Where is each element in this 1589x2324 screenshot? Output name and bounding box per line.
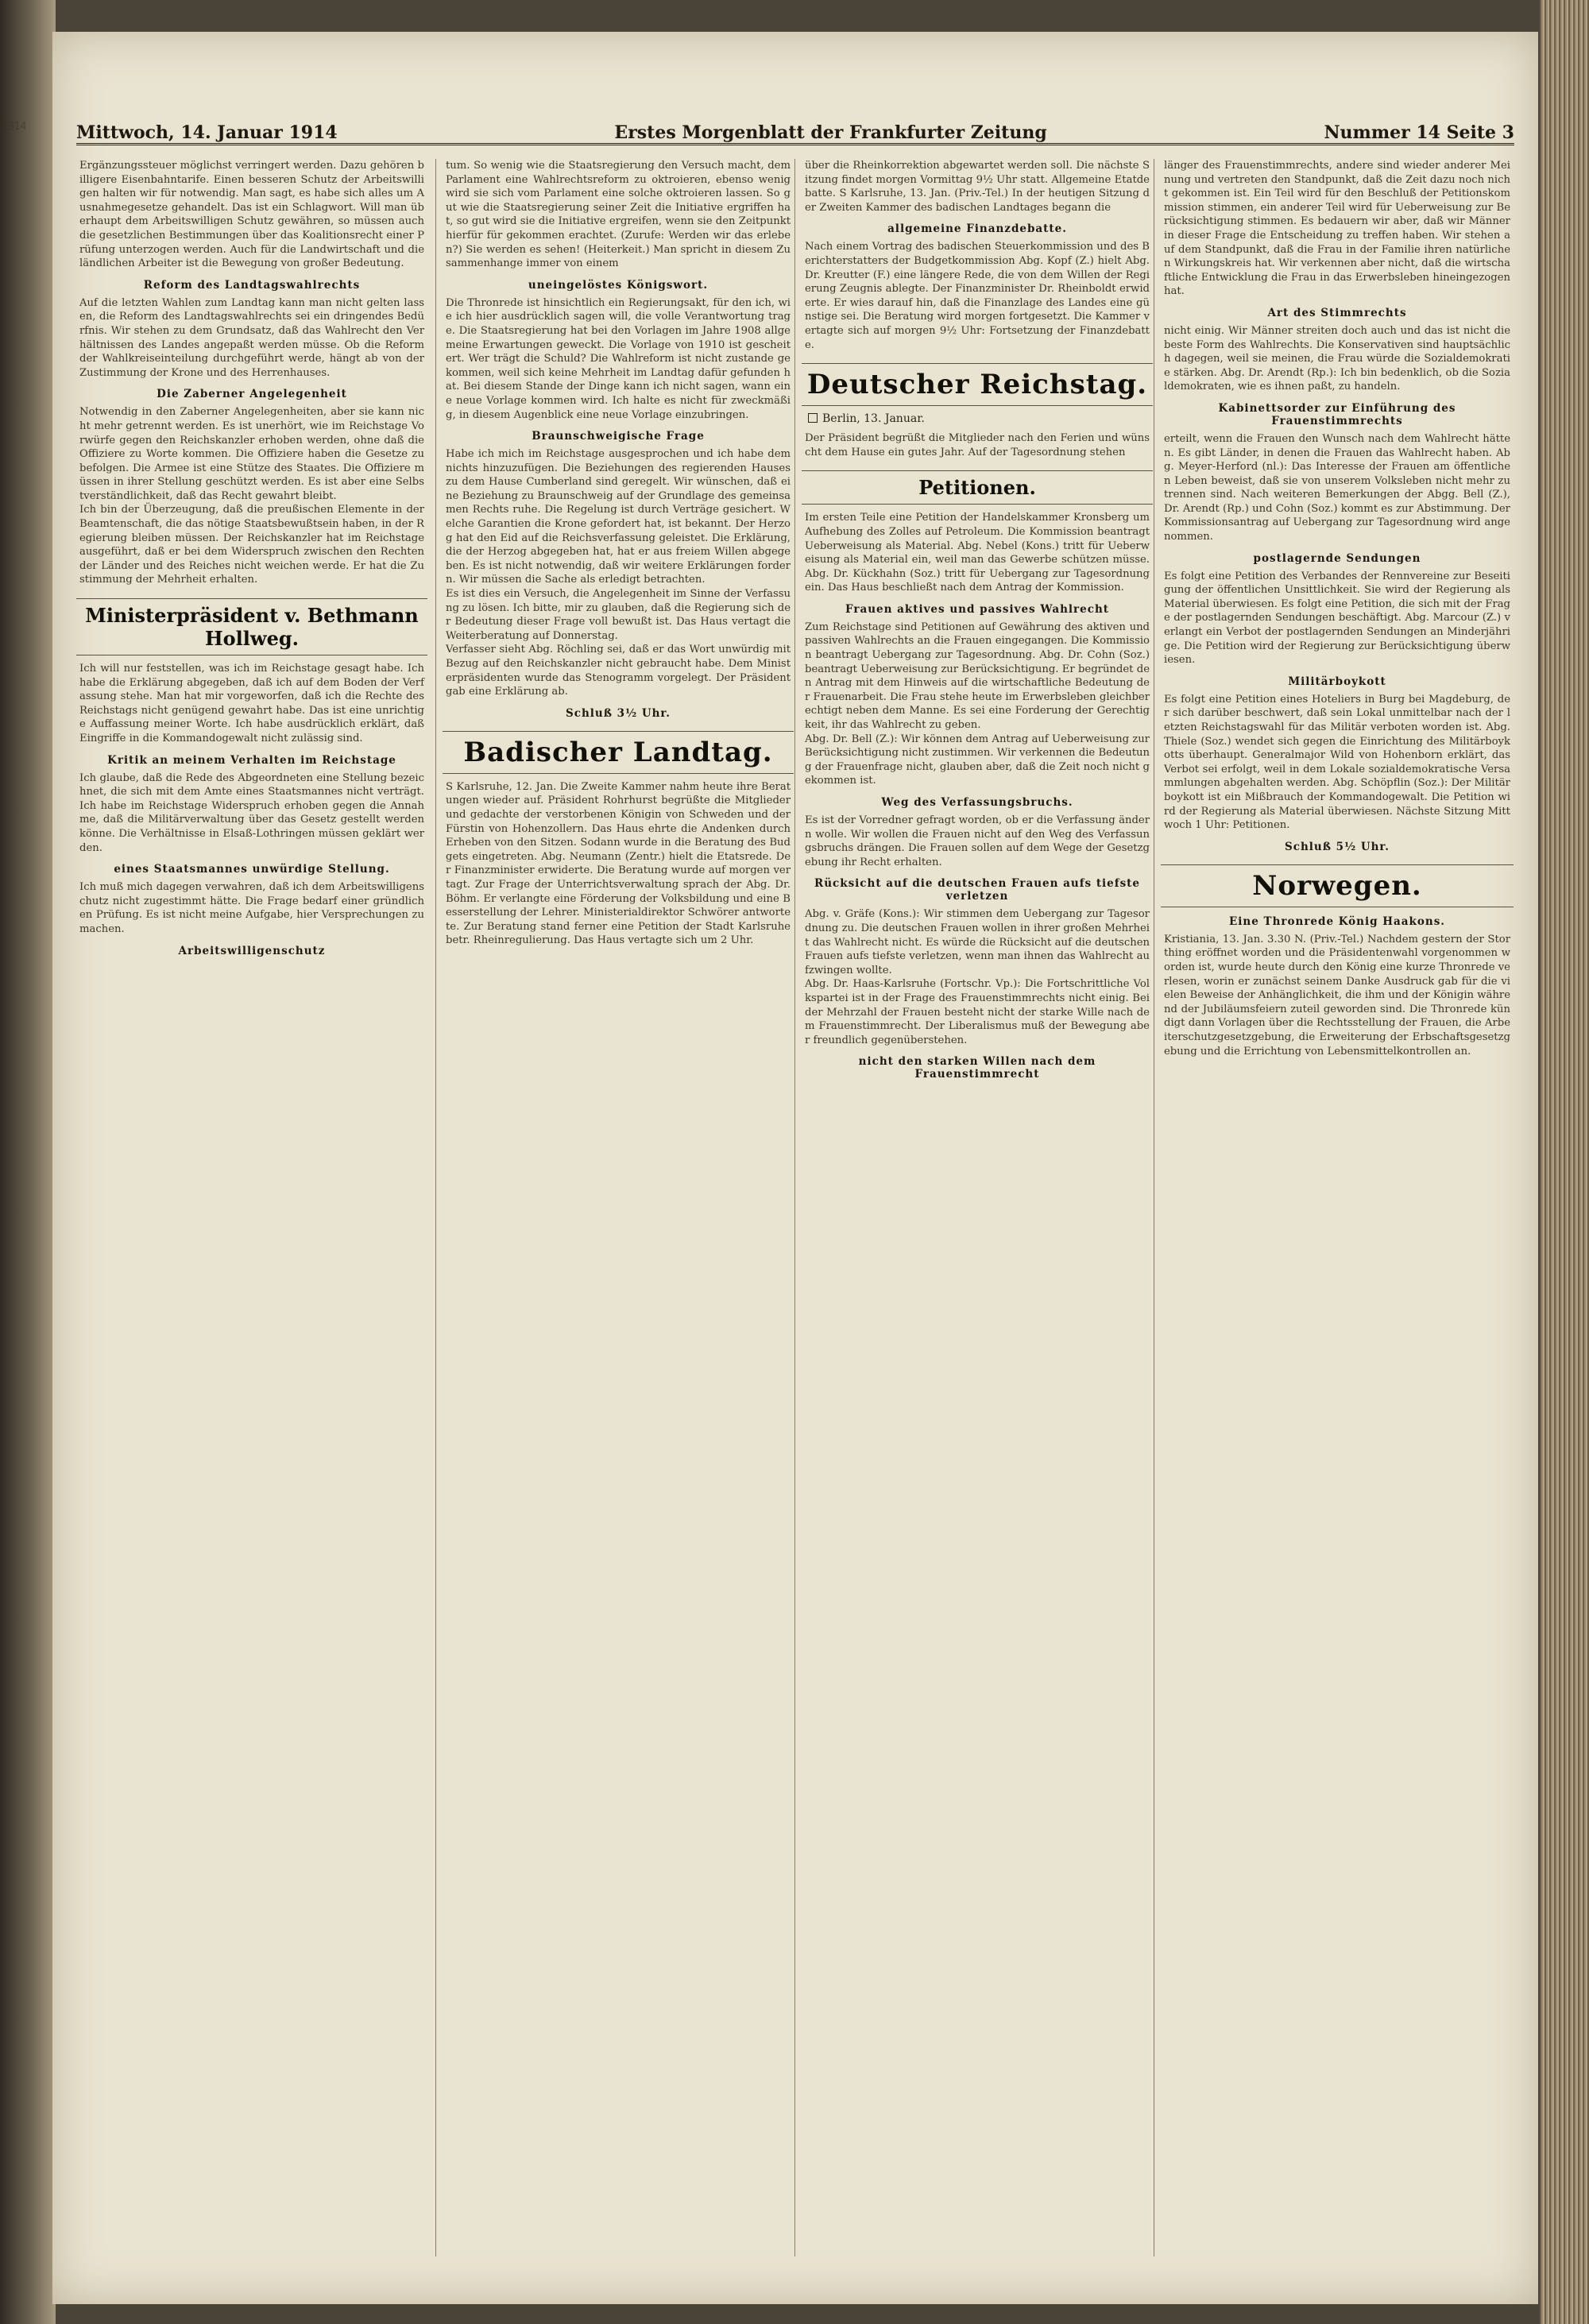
article-paragraph: Ergänzungssteuer möglichst verringert werden. Dazu gehören billigere Eisenbahntarife. Einen besseren Schutz der Arbeitswilligen halten wir für notwendig. Man sagt, es habe sich alles um Ausnahmegesetze gehandelt. Das ist ein Schlagwort. Will man überhaupt dem Arbeitswilligen Schutz gewähren, so müssen auch die gesetzlichen Bestimmungen über das Koalitionsrecht einer Prüfung unterzogen werden. Auch für die Landwirtschaft und die ländlichen Arbeiter ist die Bewegung von großer Bedeutung.: [79, 160, 424, 270]
subheading: Art des Stimmrechts: [1267, 306, 1407, 319]
masthead-date: Mittwoch, 14. Januar 1914: [76, 122, 338, 143]
dateline-text: Berlin, 13. Januar.: [822, 412, 925, 426]
article-paragraph: S Karlsruhe, 12. Jan. Die Zweite Kammer nahm heute ihre Beratungen wieder auf. Präsident Rohrhurst begrüßte die Mitglieder und gedachte der verstorbenen Königin von Schweden und der Fürstin von Hohenzollern. Das Haus ehrte die Andenken durch Erheben von den Sitzen. Sodann wurde in die Beratung des Budgets eingetreten. Abg. Neumann (Zentr.) hielt die Etatsrede. Der Finanzminister erwiderte. Die Beratung wurde auf morgen vertagt. Zur Frage der Unterrichtsverwaltung sprach der Abg. Dr. Böhm. Er verlangte eine Förderung der Volksbildung und eine Besserstellung der Lehrer. Ministerialdirektor Schwörer antwortete. Zur Beratung stand ferner eine Petition der Stadt Karlsruhe betr. Rheinregulierung. Das Haus vertagte sich um 2 Uhr.: [446, 780, 791, 947]
column-4: [1154, 159, 1514, 2256]
article-paragraph: Abg. Dr. Bell (Z.): Wir können dem Antrag auf Ueberweisung zur Berücksichtigung nicht zustimmen. Wir verkennen die Bedeutung der Frauenfrage nicht, glauben aber, daß die Zeit noch nicht gekommen ist.: [805, 733, 1150, 787]
closing-line: Schluß 5½ Uhr.: [1284, 840, 1390, 853]
article-paragraph: Verfasser sieht Abg. Röchling sei, daß er das Wort unwürdig mit Bezug auf den Reichskanzler nicht gebraucht habe. Dem Ministerpräsidenten wurde das Stenogramm vorgelegt. Der Präsident gab eine Erklärung ab.: [446, 644, 791, 698]
article-paragraph: Es folgt eine Petition eines Hoteliers in Burg bei Magdeburg, der sich darüber beschwert, daß sein Lokal unmittelbar nach der letzten Reichstagswahl für das Militär verboten worden ist. Abg. Thiele (Soz.) wendet sich gegen die Einrichtung des Militärboykotts überhaupt. Generalmajor Wild von Hohenborn erklärt, das Verbot sei erfolgt, weil in dem Lokale sozialdemokratische Versammlungen abgehalten werden. Abg. Schöpflin (Soz.): Der Militärboykott ist ein Mißbrauch der Kommandogewalt. Die Petition wird der Regierung als Material überwiesen. Nächste Sitzung Mittwoch 1 Uhr: Petitionen.: [1164, 693, 1510, 832]
subheading: Frauen aktives und passives Wahlrecht: [845, 602, 1109, 616]
article-paragraph: Der Präsident begrüßt die Mitglieder nach den Ferien und wünscht dem Hause ein gutes Jahr. Auf der Tagesordnung stehen: [805, 432, 1150, 458]
article-headline: Deutscher Reichstag.: [802, 363, 1153, 406]
subheading: allgemeine Finanzdebatte.: [887, 222, 1067, 236]
masthead-title: Erstes Morgenblatt der Frankfurter Zeitung: [614, 122, 1047, 143]
subheading: uneingelöstes Königswort.: [528, 278, 709, 292]
subheading: Eine Thronrede König Haakons.: [1229, 915, 1445, 928]
subheading: Braunschweigische Frage: [532, 430, 705, 443]
dateline-box-icon: [808, 413, 818, 423]
subheading: eines Staatsmannes unwürdige Stellung.: [114, 863, 390, 876]
subheading: Die Zaberner Angelegenheit: [157, 388, 347, 401]
article-paragraph: Im ersten Teile eine Petition der Handelskammer Kronsberg um Aufhebung des Zolles auf Petroleum. Die Kommission beantragt Ueberweisung als Material. Abg. Nebel (Kons.) tritt für Ueberweisung als Material ein, weil man das Gewerbe schützen müsse. Abg. Dr. Kückhahn (Soz.) tritt für Uebergang zur Tagesordnung ein. Das Haus beschließt nach dem Antrag der Kommission.: [805, 512, 1150, 594]
subheading: Kabinettsorder zur Einführung des Frauenstimmrechts: [1218, 401, 1456, 427]
article-paragraph: Notwendig in den Zaberner Angelegenheiten, aber sie kann nicht mehr getrennt werden. Es ist unerhört, wie im Reichstage Vorwürfe gegen den Reichskanzler erhoben werden, ohne daß die Offiziere zu Worte kommen. Die Offiziere haben die Gesetze zu befolgen. Die Armee ist eine Stütze des Staates. Die Offiziere müssen in ihrer Stellung geschützt werden. Es ist aber eine Selbstverständlichkeit, daß das Recht gewahrt bleibt.: [79, 406, 424, 502]
article-paragraph: Abg. Dr. Haas-Karlsruhe (Fortschr. Vp.): Die Fortschrittliche Volkspartei ist in der Frage des Frauenstimmrechts nicht einig. Bei der Mehrzahl der Frauen besteht nicht der starke Wille nach dem Frauenstimmrecht. Der Liberalismus muß der Bewegung aber freundlich gegenüberstehen.: [805, 978, 1150, 1046]
article-paragraph: nicht einig. Wir Männer streiten doch auch und das ist nicht die beste Form des Wahlrechts. Die Konservativen sind hauptsächlich dagegen, weil sie meinen, die Frau würde die Sozialdemokratie stärken. Abg. Dr. Arendt (Rp.): Ich bin bedenklich, ob die Sozialdemokraten, wie es ihnen paßt, zu handeln.: [1164, 324, 1510, 393]
article-paragraph: Es folgt eine Petition des Verbandes der Rennvereine zur Beseitigung der öffentlichen Unsittlichkeit. Sie wird der Regierung als Material überwiesen. Es folgt eine Petition, die sich mit der Frage der postlagernden Sendungen beschäftigt. Abg. Marcour (Z.) verlangt ein Verbot der postlagernden Sendungen an Minderjährige. Die Petition wird der Regierung zur Berücksichtigung überwiesen.: [1164, 570, 1510, 667]
article-headline: Ministerpräsident v. Bethmann Hollweg.: [76, 598, 427, 655]
article-paragraph: Es ist dies ein Versuch, die Angelegenheit im Sinne der Verfassung zu lösen. Ich bitte, mir zu glauben, daß die Regierung sich der Bedeutung dieser Frage voll bewußt ist. Das Haus vertagt die Weiterberatung auf Donnerstag.: [446, 588, 791, 642]
newspaper-page: [52, 32, 1538, 2304]
subheading: Weg des Verfassungsbruchs.: [881, 796, 1073, 809]
masthead-page-number: Nummer 14 Seite 3: [1324, 122, 1514, 143]
subheading: nicht den starken Willen nach dem Frauenstimmrecht: [858, 1055, 1096, 1081]
article-paragraph: tum. So wenig wie die Staatsregierung den Versuch macht, dem Parlament eine Wahlrechtsreform zu oktroieren, ebenso wenig wird sie sich vom Parlament eine solche oktroieren lassen. So gut wie die Staatsregierung seiner Zeit die Initiative ergriffen hat, so gut wird sie die Initiative ergreifen, wenn sie den Zeitpunkt hierfür für gekommen erachtet. (Zurufe: Werden wir das erleben?) Sie werden es sehen! (Heiterkeit.) Man spricht in diesem Zusammenhange immer von einem: [446, 160, 791, 270]
subheading: Rücksicht auf die deutschen Frauen aufs tiefste verletzen: [814, 877, 1141, 903]
article-paragraph: Die Thronrede ist hinsichtlich ein Regierungsakt, für den ich, wie ich hier ausdrücklich sagen will, die volle Verantwortung trage. Die Staatsregierung hat bei den Vorlagen im Jahre 1908 allgemeine Erwartungen geweckt. Die Vorlage von 1910 ist gescheitert. Wer trägt die Schuld? Die Wahlreform ist nicht zustande gekommen, weil sich keine Mehrheit im Landtag dafür gefunden hat. Bei diesem Stande der Dinge kann ich nicht sagen, wann eine neue Vorlage kommen wird. Ich halte es nicht für zweckmäßig, in diesem Augenblick eine neue Vorlage einzubringen.: [446, 296, 791, 421]
masthead: [76, 113, 1514, 145]
article-paragraph: länger des Frauenstimmrechts, andere sind wieder anderer Meinung und vertreten den Standpunkt, daß die Zeit dazu noch nicht gekommen ist. Ein Teil wird für den Beschluß der Petitionskommission stimmen, ein anderer Teil wird für Ueberweisung zur Berücksichtigung stimmen. Es bedauern wir aber, daß wir Männer in dieser Frage die Entscheidung zu treffen haben. Wir stehen auf dem Standpunkt, daß die Frau in der Familie ihren natürlichen Wirkungskreis hat. Wir verkennen aber nicht, daß die wirtschaftliche Entwicklung die Frau in das Erwerbsleben hineingezogen hat.: [1164, 160, 1510, 298]
article-paragraph: Ich glaube, daß die Rede des Abgeordneten eine Stellung bezeichnet, die sich mit dem Amte eines Staatsmannes nicht verträgt. Ich habe im Reichstage Widerspruch erhoben gegen die Annahme, daß die Militärverwaltung über das Gesetz gestellt werden könne. Die Verhältnisse in Elsaß-Lothringen müssen geklärt werden.: [79, 771, 424, 854]
section-headline: Petitionen.: [802, 470, 1153, 505]
column-1: [76, 159, 427, 2256]
article-paragraph: Ich muß mich dagegen verwahren, daß ich dem Arbeitswilligenschutz nicht zugestimmt hätte. Die Frage bedarf einer gründlichen Prüfung. Es ist nicht meine Aufgabe, hier Versprechungen zu machen.: [79, 881, 424, 935]
article-paragraph: Kristiania, 13. Jan. 3.30 N. (Priv.-Tel.) Nachdem gestern der Storthing eröffnet worden und die Präsidentenwahl vorgenommen worden ist, wurde heute durch den König eine kurze Thronrede verlesen, worin er zunächst seinem Danke Ausdruck gab für die vielen Beweise der Anhänglichkeit, die ihm und der Königin während der Jubiläumsfeiern zuteil geworden sind. Die Thronrede kündigt dann Vorlagen über die Rechtsstellung der Frauen, die Arbeiterschutzgesetzgebung, die Erweiterung der Erbschaftsgesetzgebung und die Errichtung von Lebensmittelkontrollen an.: [1164, 933, 1510, 1058]
book-binding: [0, 0, 56, 2324]
article-paragraph: erteilt, wenn die Frauen den Wunsch nach dem Wahlrecht hätten. Es gibt Länder, in denen die Frauen das Wahlrecht haben. Abg. Meyer-Herford (nl.): Das Interesse der Frauen am öffentlichen Leben beweist, daß sie von unserem Volksleben nicht mehr zu trennen sind. Nach weiteren Bemerkungen der Abgg. Bell (Z.), Dr. Arendt (Rp.) und Cohn (Soz.) kommt es zur Abstimmung. Der Kommissionsantrag auf Uebergang zur Tagesordnung wird angenommen.: [1164, 432, 1510, 543]
article-paragraph: Habe ich mich im Reichstage ausgesprochen und ich habe dem nichts hinzuzufügen. Die Beziehungen des regierenden Hauses zu dem Hause Cumberland sind geregelt. Wir wünschen, daß eine Beziehung zu Braunschweig auf der Grundlage des gemeinsamen Rechts ruhe. Die Regelung ist durch Verträge gesichert. Welche Garantien die Krone gefordert hat, ist bekannt. Der Herzog hat den Eid auf die Reichsverfassung geleistet. Die Erklärung, die der Herzog abgegeben hat, hat er aus freiem Willen abgegeben. Es ist nicht notwendig, daß wir weitere Erklärungen fordern. Wir müssen die Sache als erledigt betrachten.: [446, 448, 791, 586]
subheading: postlagernde Sendungen: [1253, 551, 1421, 565]
article-paragraph: Abg. v. Gräfe (Kons.): Wir stimmen dem Uebergang zur Tagesordnung zu. Die deutschen Frauen wollen in ihrer großen Mehrheit das Wahlrecht nicht. Es würde die Rücksicht auf die deutschen Frauen aufs tiefste verletzen, wenn man ihnen das Wahlrecht aufzwingen wollte.: [805, 908, 1150, 976]
article-paragraph: Es ist der Vorredner gefragt worden, ob er die Verfassung ändern wolle. Wir wollen die Frauen nicht auf den Weg des Verfassungsbruchs drängen. Die Frauen sollen auf dem Wege der Gesetzgebung ihr Recht erhalten.: [805, 814, 1150, 868]
article-paragraph: über die Rheinkorrektion abgewartet werden soll. Die nächste Sitzung findet morgen Vormittag 9½ Uhr statt. Allgemeine Etatdebatte. S Karlsruhe, 13. Jan. (Priv.-Tel.) In der heutigen Sitzung der Zweiten Kammer des badischen Landtages begann die: [805, 160, 1150, 214]
article-paragraph: Auf die letzten Wahlen zum Landtag kann man nicht gelten lassen, die Reform des Landtagswahlrechts sei ein dringendes Bedürfnis. Wir stehen zu dem Grundsatz, daß das Wahlrecht den Verhältnissen des Landes angepaßt werden müsse. Ob die Reform der Wahlkreiseinteilung durchgeführt werde, hängt ab von der Zustimmung der Krone und des Herrenhauses.: [79, 296, 424, 379]
column-3: [794, 159, 1153, 2256]
subheading: Militärboykott: [1288, 675, 1386, 688]
columns: [76, 159, 1514, 2256]
dateline: [808, 412, 1146, 425]
article-paragraph: Nach einem Vortrag des badischen Steuerkommission und des Berichterstatters der Budgetkommission Abg. Kopf (Z.) hielt Abg. Dr. Kreutter (F.) eine längere Rede, die von dem Willen der Regierung Zeugnis ablegte. Der Finanzminister Dr. Rheinboldt erwiderte. Er wies darauf hin, daß die Finanzlage des Landes eine günstige sei. Die Beratung wird morgen fortgesetzt. Die Kammer vertagte sich auf morgen 9½ Uhr: Fortsetzung der Finanzdebatte.: [805, 241, 1150, 351]
column-2: [435, 159, 794, 2256]
article-headline: Norwegen.: [1161, 864, 1514, 907]
article-paragraph: Zum Reichstage sind Petitionen auf Gewährung des aktiven und passiven Wahlrechts an die Frauen eingegangen. Die Kommission beantragt Uebergang zur Tagesordnung. Abg. Dr. Cohn (Soz.) beantragt Ueberweisung zur Berücksichtigung. Er begründet den Antrag mit dem Hinweis auf die wirtschaftliche Bedeutung der Frauenarbeit. Die Frau stehe heute im Erwerbsleben gleichberechtigt neben dem Manne. Es sei eine Forderung der Gerechtigkeit, ihr das Wahlrecht zu geben.: [805, 621, 1150, 732]
article-paragraph: Ich bin der Überzeugung, daß die preußischen Elemente in der Beamtenschaft, die das nötige Staatsbewußtsein haben, in der Regierung bleiben müssen. Der Reichskanzler hat im Reichstage ausgeführt, daß er bei dem Widerspruch zwischen den Rechten der Länder und des Reiches nicht weichen werde. Er hat die Zustimmung der Mehrheit erhalten.: [79, 504, 424, 586]
subheading: Arbeitswilligenschutz: [178, 944, 326, 957]
article-headline: Badischer Landtag.: [443, 731, 794, 774]
page-stack-edge: [1540, 0, 1589, 2324]
closing-line: Schluß 3½ Uhr.: [565, 706, 671, 720]
binding-edge-text: 1914: [2, 121, 27, 133]
subheading: Kritik an meinem Verhalten im Reichstage: [107, 753, 396, 767]
subheading: Reform des Landtagswahlrechts: [143, 278, 361, 292]
article-paragraph: Ich will nur feststellen, was ich im Reichstage gesagt habe. Ich habe die Erklärung abgegeben, daß ich auf dem Boden der Verfassung stehe. Man hat mir vorgeworfen, daß ich die Rechte des Reichstags nicht genügend gewahrt habe. Das ist eine unrichtige Auffassung meiner Worte. Ich habe ausdrücklich erklärt, daß Eingriffe in die Kommandogewalt nicht zulässig sind.: [79, 663, 424, 744]
